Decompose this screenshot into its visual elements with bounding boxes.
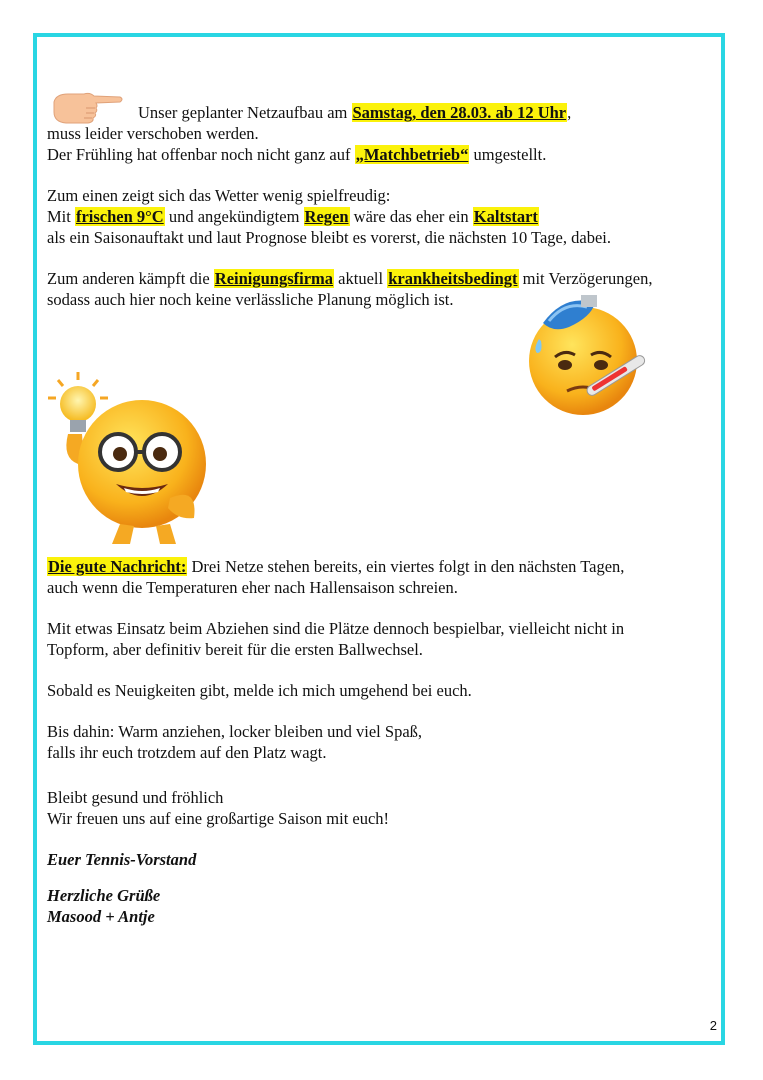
greeting: Herzliche Grüße: [47, 886, 161, 905]
intro-line-3: [47, 145, 546, 165]
closing-line-2: Wir freuen uns auf eine großartige Saison mit euch!: [47, 809, 390, 828]
idea-emoji-icon: [38, 368, 216, 550]
cleaning-text-1c: mit Verzögerungen,: [518, 269, 653, 288]
intro-text-1b: ,: [567, 103, 572, 122]
good-news-label: Die gute Nachricht:: [48, 557, 187, 576]
cleaning-text-1a: Zum anderen kämpft die: [47, 269, 214, 288]
good-news-text-1: Drei Netze stehen bereits, ein viertes folgt in den nächsten Tagen,: [187, 557, 625, 576]
until-line-2: falls ihr euch trotzdem auf den Platz wagt.: [47, 743, 327, 762]
temperature-highlight: frischen 9°C: [75, 207, 164, 226]
cleaning-line-1: [47, 269, 652, 289]
courts-line-2: Topform, aber definitiv bereit für die ersten Ballwechsel.: [47, 640, 423, 659]
until-line-1: Bis dahin: Warm anziehen, locker bleiben und viel Spaß,: [47, 722, 423, 741]
courts-line-1: Mit etwas Einsatz beim Abziehen sind die Plätze dennoch bespielbar, vielleicht nicht in: [47, 619, 625, 638]
weather-text-2c: wäre das eher ein: [349, 207, 473, 226]
pointing-hand-icon: [50, 88, 124, 128]
signature-names: Masood + Antje: [47, 907, 155, 926]
intro-line-2: muss leider verschoben werden.: [47, 124, 259, 143]
rain-highlight: Regen: [304, 207, 349, 226]
intro-text-1a: Unser geplanter Netzaufbau am: [138, 103, 352, 122]
weather-text-2b: und angekündigtem: [164, 207, 304, 226]
intro-text-3a: Der Frühling hat offenbar noch nicht ganz auf: [47, 145, 355, 164]
page-number: 2: [709, 1018, 717, 1033]
date-highlight: Samstag, den 28.03. ab 12 Uhr: [352, 103, 567, 122]
weather-line-1: Zum einen zeigt sich das Wetter wenig spielfreudig:: [47, 186, 391, 205]
board-signature: Euer Tennis-Vorstand: [47, 850, 197, 869]
cleaning-company-highlight: Reinigungsfirma: [214, 269, 334, 288]
intro-line-1: [138, 103, 571, 123]
weather-line-3: als ein Saisonauftakt und laut Prognose bleibt es vorerst, die nächsten 10 Tage, dabei.: [47, 228, 611, 247]
closing-line-1: Bleibt gesund und fröhlich: [47, 788, 224, 807]
good-news-line-2: auch wenn die Temperaturen eher nach Hallensaison schreien.: [47, 578, 458, 597]
intro-text-3b: umgestellt.: [469, 145, 547, 164]
news-line: Sobald es Neuigkeiten gibt, melde ich mich umgehend bei euch.: [47, 681, 472, 700]
kaltstart-highlight: Kaltstart: [473, 207, 538, 226]
good-news-line-1: [47, 557, 624, 577]
sick-emoji-icon: [525, 287, 657, 419]
cleaning-text-1b: aktuell: [334, 269, 388, 288]
cleaning-line-2: sodass auch hier noch keine verlässliche Planung möglich ist.: [47, 290, 454, 309]
matchbetrieb-highlight: „Matchbetrieb“: [355, 145, 469, 164]
sick-highlight: krankheitsbedingt: [388, 269, 518, 288]
weather-line-2: [47, 207, 539, 227]
weather-text-2a: Mit: [47, 207, 75, 226]
